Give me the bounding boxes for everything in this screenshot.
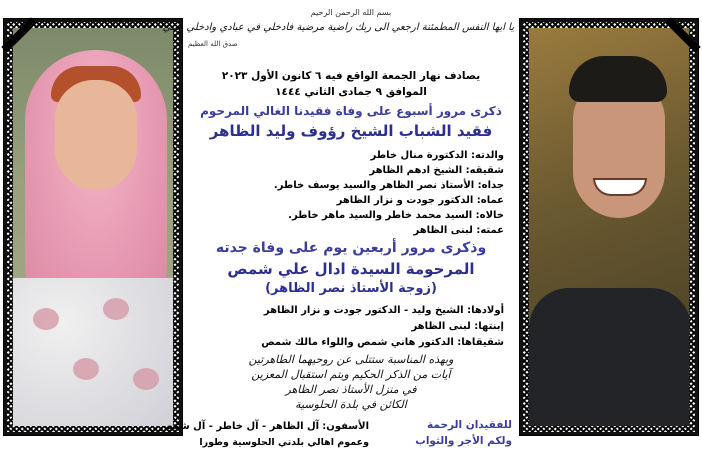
young-man-photo: [529, 28, 689, 426]
date-line-1: يصادف نهار الجمعة الواقع فيه ٦ كانون الأول ٢٠٢٣: [221, 70, 481, 82]
announcement-line: في منزل الأستاذ نصر الظاهر: [285, 383, 417, 396]
announcement-line: آيات من الذكر الحكيم ويتم استقبال المعزين: [251, 368, 451, 381]
relative-line: جداه: الأستاذ نصر الظاهر والسيد يوسف خاطر.: [273, 180, 504, 191]
announcement-line: الكائن في بلدة الحلوسية: [295, 398, 407, 411]
mourners-label: الأسفون:: [322, 421, 369, 432]
relative-line: شقيقاها: الدكتور هاني شمص واللواء مالك شمص: [261, 337, 504, 348]
relative-line: عمته: لبنى الظاهر: [413, 225, 504, 236]
grandmother-photo-frame: [3, 18, 183, 436]
verse-source: صدق الله العظيم: [188, 40, 238, 48]
basmala: بسم الله الرحمن الرحيم: [310, 8, 392, 17]
announcement-line: وبهذه المناسبة ستتلى عن روحيهما الطاهرتين: [248, 353, 454, 366]
grandmother-photo: [13, 28, 173, 426]
relative-line: شقيقه: الشيخ ادهم الظاهر: [369, 165, 504, 176]
quran-verse: يا ايها النفس المطمئنة ارجعي الى ربك راضية مرضية فادخلي في عبادي وادخلي جنتي: [162, 22, 514, 33]
first-intro: ذكرى مرور أسبوع على وفاة فقيدنا الغالي المرحوم: [200, 104, 502, 118]
second-subtitle: (زوجة الأستاذ نصر الظاهر): [265, 281, 437, 296]
prayer-line-1: للفقيدان الرحمة: [427, 419, 512, 431]
relative-line: خالاه: السيد محمد خاطر والسيد ماهر خاطر.: [288, 210, 504, 221]
second-intro: وذكرى مرور أربعين يوم على وفاة جدته: [215, 240, 487, 256]
mourners-text: آل الظاهر - آل خاطر - آل شمص: [159, 421, 320, 432]
obituary-text: [162, 0, 514, 459]
relative-line: أولادها: الشيخ وليد - الدكتور جودت و نزار الظاهر: [263, 305, 504, 316]
prayer-line-2: ولكم الأجر والثواب: [415, 435, 512, 447]
first-name: فقيد الشباب الشيخ رؤوف وليد الظاهر: [209, 122, 493, 140]
relative-line: عماه: الدكتور جودت و نزار الظاهر: [336, 195, 504, 206]
relative-line: والدته: الدكتورة منال خاطر: [370, 150, 504, 161]
second-name: المرحومة السيدة ادال علي شمص: [227, 260, 475, 278]
mourners-line-2: وعموم اهالي بلدتي الحلوسية وطورا: [199, 437, 369, 448]
mourners-line: [159, 421, 369, 432]
date-line-2: الموافق ٩ جمادى الثاني ١٤٤٤: [275, 86, 427, 98]
relative-line: إبنتها: لبنى الظاهر: [411, 321, 504, 332]
young-man-photo-frame: [519, 18, 699, 436]
